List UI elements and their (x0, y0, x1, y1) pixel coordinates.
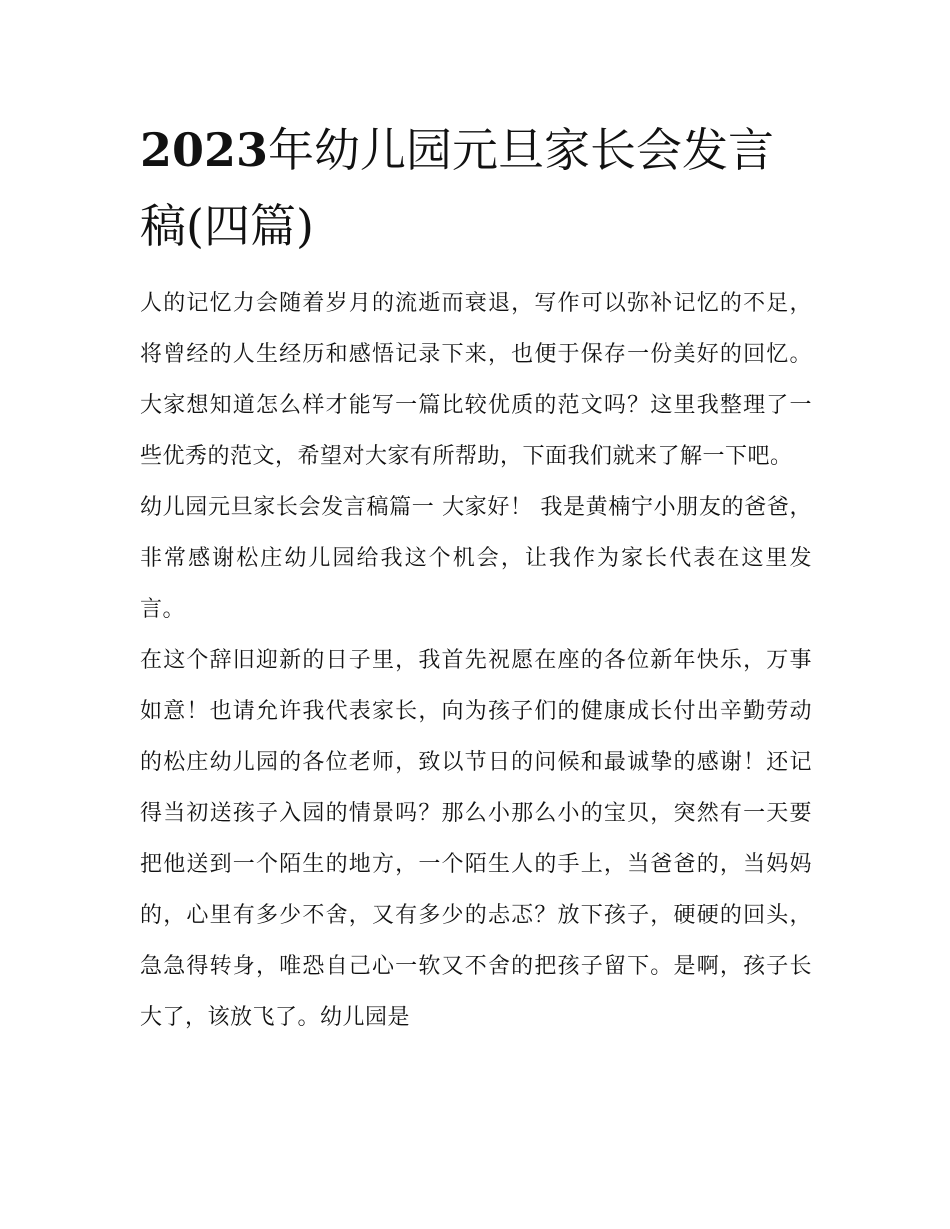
paragraph-intro: 人的记忆力会随着岁月的流逝而衰退，写作可以弥补记忆的不足，将曾经的人生经历和感悟记录下来，也便于保存一份美好的回忆。大家想知道怎么样才能写一篇比较优质的范文吗？这里我整理了一些优秀的范文，希望对大家有所帮助，下面我们就来了解一下吧。 (140, 291, 812, 469)
document-body (140, 112, 812, 1043)
paragraph-greeting: 幼儿园元旦家长会发言稿篇一 大家好！ 我是黄楠宁小朋友的爸爸，非常感谢松庄幼儿园给我这个机会，让我作为家长代表在这里发言。 (140, 495, 812, 622)
document-title (140, 112, 812, 264)
title-text: 年幼儿园元旦家长会发言稿(四篇) (140, 123, 775, 253)
title-year: 2023 (140, 123, 269, 177)
paragraph-main: 在这个辞旧迎新的日子里，我首先祝愿在座的各位新年快乐，万事如意！也请允许我代表家长，向为孩子们的健康成长付出辛勤劳动的松庄幼儿园的各位老师，致以节日的问候和最诚挚的感谢！还记得当初送孩子入园的情景吗？那么小那么小的宝贝，突然有一天要把他送到一个陌生的地方，一个陌生人的手上，当爸爸的，当妈妈的，心里有多少不舍，又有多少的忐忑？放下孩子，硬硬的回头，急急得转身，唯恐自己心一软又不舍的把孩子留下。是啊，孩子长大了，该放飞了。幼儿园是 (140, 648, 812, 1030)
